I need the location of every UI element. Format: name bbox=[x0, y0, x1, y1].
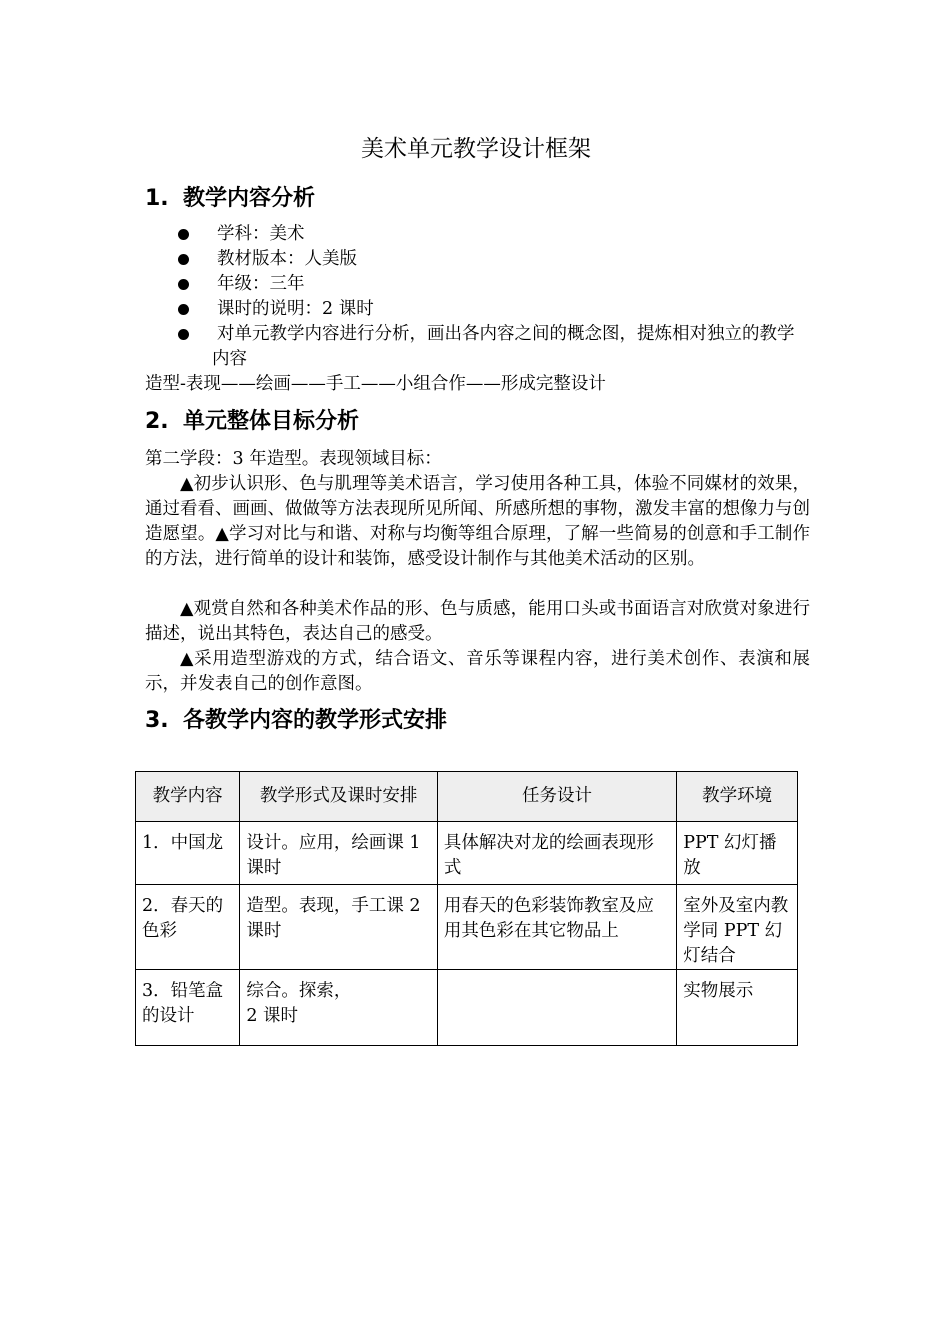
list-item bbox=[145, 272, 810, 297]
table-header-cell: 教学环境 bbox=[677, 772, 798, 822]
section-2-heading bbox=[145, 405, 359, 439]
section-1-heading bbox=[145, 182, 315, 216]
goal-paragraph-3: ▲采用造型游戏的方式，结合语文、音乐等课程内容，进行美术创作、表演和展示，并发表自己的创作意图。 bbox=[145, 649, 810, 694]
document-title: 美术单元教学设计框架 bbox=[361, 136, 591, 162]
table-header-cell: 任务设计 bbox=[437, 772, 676, 822]
bullet-dot-icon bbox=[178, 229, 189, 240]
table-header-row bbox=[136, 772, 798, 822]
bullet-text: 学科：美术 bbox=[217, 224, 305, 244]
table-cell: 用春天的色彩装饰教室及应用其色彩在其它物品上 bbox=[437, 885, 676, 970]
goals-intro: 第二学段：3 年造型。表现领域目标： bbox=[145, 449, 442, 469]
section-1-title: 教学内容分析 bbox=[183, 186, 316, 211]
list-item bbox=[145, 322, 810, 372]
bullet-dot-icon bbox=[178, 329, 189, 340]
table-cell: PPT 幻灯播放 bbox=[677, 822, 798, 885]
bullet-text: 课时的说明：2 课时 bbox=[217, 299, 374, 319]
section-1-number: 1. bbox=[145, 186, 169, 211]
table-header-cell: 教学形式及课时安排 bbox=[240, 772, 437, 822]
teaching-arrangement-table bbox=[135, 771, 798, 1046]
table-row bbox=[136, 970, 798, 1046]
bullet-text: 对单元教学内容进行分析，画出各内容之间的概念图，提炼相对独立的教学内容 bbox=[212, 324, 795, 369]
section-3-number: 3. bbox=[145, 708, 169, 733]
section-3-title: 各教学内容的教学形式安排 bbox=[183, 708, 448, 733]
bullet-dot-icon bbox=[178, 304, 189, 315]
bullet-text: 年级：三年 bbox=[217, 274, 305, 294]
table-cell: 室外及室内教学同 PPT 幻灯结合 bbox=[677, 885, 798, 970]
table-row bbox=[136, 822, 798, 885]
table-cell: 实物展示 bbox=[677, 970, 798, 1046]
goal-paragraph-2: ▲观赏自然和各种美术作品的形、色与质感，能用口头或书面语言对欣赏对象进行描述，说出其特色，表达自己的感受。 bbox=[145, 599, 810, 644]
list-item bbox=[145, 247, 810, 272]
section-3-heading bbox=[145, 704, 447, 738]
table-cell bbox=[437, 970, 676, 1046]
table-row bbox=[136, 885, 798, 970]
table-cell: 具体解决对龙的绘画表现形式 bbox=[437, 822, 676, 885]
concept-flow-text: 造型-表现——绘画——手工——小组合作——形成完整设计 bbox=[145, 374, 606, 394]
table-cell: 1．中国龙 bbox=[136, 822, 240, 885]
content-bullet-list bbox=[145, 222, 810, 372]
table-cell: 3．铅笔盒的设计 bbox=[136, 970, 240, 1046]
goal-paragraph-1: ▲初步认识形、色与肌理等美术语言，学习使用各种工具，体验不同媒材的效果，通过看看、画画、做做等方法表现所见所闻、所感所想的事物，激发丰富的想像力与创造愿望。▲学习对比与和谐、对称与均衡等组合原理，了解一些简易的创意和手工制作的方法，进行简单的设计和装饰，感受设计制作与其他美术活动的区别。 bbox=[145, 474, 810, 569]
bullet-dot-icon bbox=[178, 279, 189, 290]
bullet-text: 教材版本：人美版 bbox=[217, 249, 357, 269]
table-cell: 设计。应用，绘画课 1 课时 bbox=[240, 822, 437, 885]
table-cell: 综合。探索， 2 课时 bbox=[240, 970, 437, 1046]
table-header-cell: 教学内容 bbox=[136, 772, 240, 822]
list-item bbox=[145, 297, 810, 322]
section-2-title: 单元整体目标分析 bbox=[183, 409, 360, 434]
bullet-dot-icon bbox=[178, 254, 189, 265]
list-item bbox=[145, 222, 810, 247]
table-cell: 造型。表现，手工课 2 课时 bbox=[240, 885, 437, 970]
section-2-number: 2. bbox=[145, 409, 169, 434]
table-cell: 2．春天的色彩 bbox=[136, 885, 240, 970]
